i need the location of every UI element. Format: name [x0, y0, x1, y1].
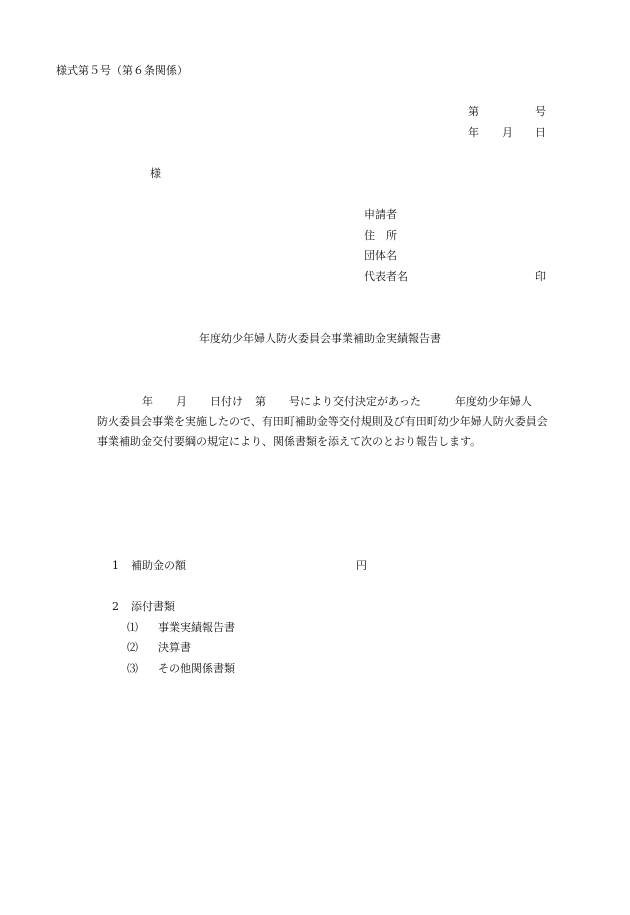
doc-2-label: 決算書	[158, 641, 191, 654]
body-year: 年	[142, 395, 153, 408]
doc-1-number: ⑴	[127, 621, 138, 634]
item-1-number: 1	[112, 559, 119, 572]
body-line-3: 事業補助金交付要綱の規定により、関係書類を添えて次のとおり報告します。	[97, 435, 482, 448]
applicant-representative-label: 代表者名	[364, 270, 408, 283]
body-dated: 日付け	[210, 395, 243, 408]
form-label: 様式第５号（第６条関係）	[56, 64, 188, 77]
doc-3-number: ⑶	[127, 662, 138, 675]
date-month: 月	[502, 126, 513, 139]
body-tail: 年度幼少年婦人	[454, 395, 532, 408]
document-title: 年度幼少年婦人防火委員会事業補助金実績報告書	[199, 332, 441, 345]
body-mid: 号により交付決定があった	[289, 395, 421, 408]
addressee-suffix: 様	[150, 167, 161, 180]
doc-3-label: その他関係書類	[158, 662, 235, 675]
body-line-1	[97, 392, 547, 412]
body-line-2: 防火委員会事業を実施したので、有田町補助金等交付規則及び有田町幼少年婦人防火委員会	[97, 415, 548, 428]
doc-number-suffix: 号	[535, 105, 546, 118]
item-2-number: 2	[112, 600, 119, 613]
doc-1-label: 事業実績報告書	[158, 621, 235, 634]
item-1-unit: 円	[356, 559, 367, 572]
item-1-label: 補助金の額	[131, 559, 186, 572]
applicant-heading: 申請者	[364, 208, 397, 221]
body-paragraph	[97, 392, 547, 452]
applicant-group-label: 団体名	[364, 249, 397, 262]
body-no: 第	[255, 395, 266, 408]
date-year: 年	[468, 126, 479, 139]
doc-number-prefix: 第	[468, 105, 479, 118]
doc-2-number: ⑵	[127, 641, 138, 654]
date-day: 日	[535, 126, 546, 139]
body-month: 月	[176, 395, 187, 408]
applicant-address-label: 住 所	[364, 229, 397, 242]
seal-mark: 印	[535, 270, 546, 283]
item-2-label: 添付書類	[131, 600, 175, 613]
